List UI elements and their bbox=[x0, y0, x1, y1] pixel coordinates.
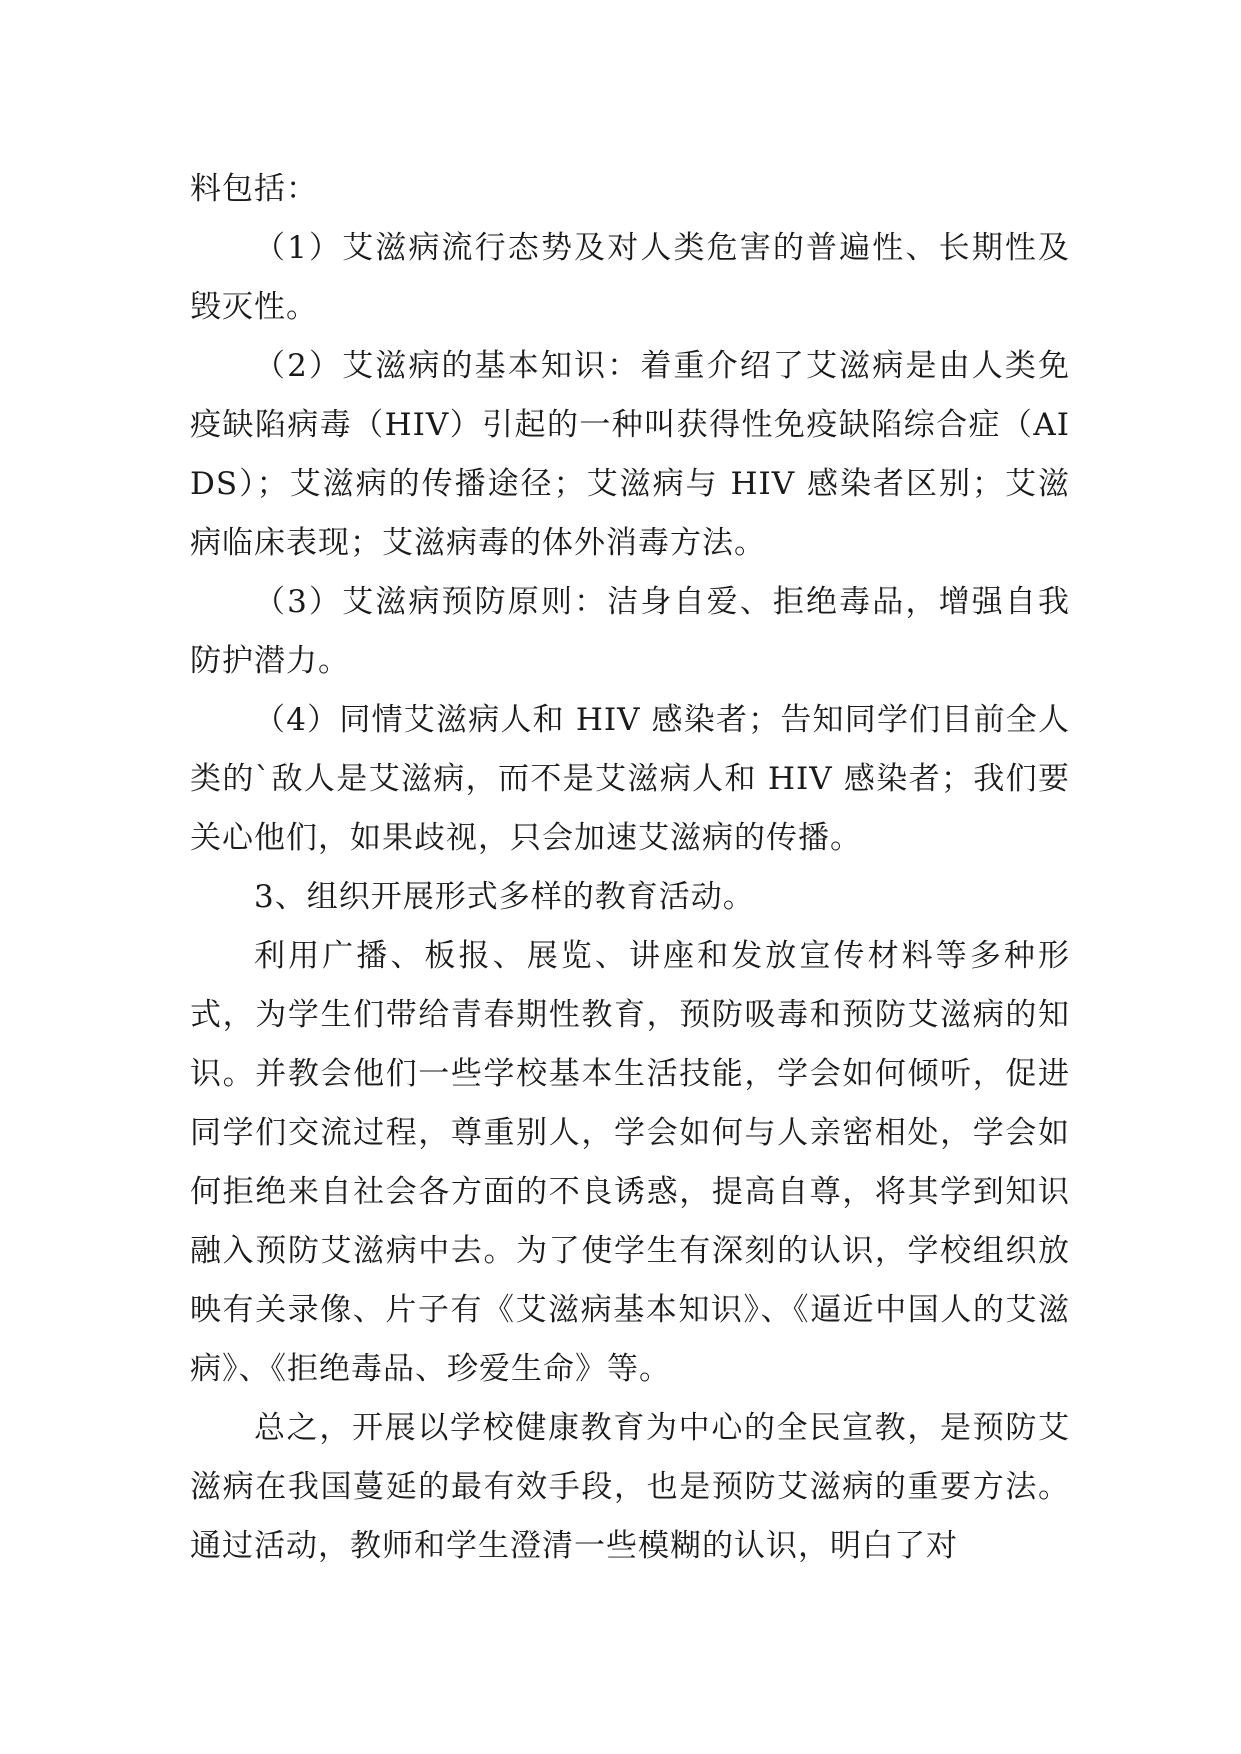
paragraph-item-1: （1）艾滋病流行态势及对人类危害的普遍性、长期性及毁灭性。 bbox=[190, 230, 1070, 325]
paragraph-item-4: （4）同情艾滋病人和 HIV 感染者；告知同学们目前全人类的`敌人是艾滋病，而不是艾滋病人和 HIV 感染者；我们要关心他们，如果歧视，只会加速艾滋病的传播。 bbox=[190, 702, 1070, 856]
paragraph-item-3: （3）艾滋病预防原则：洁身自爱、拒绝毒品，增强自我防护潜力。 bbox=[190, 584, 1070, 679]
paragraph-activities: 利用广播、板报、展览、讲座和发放宣传材料等多种形式，为学生们带给青春期性教育，预防吸毒和预防艾滋病的知识。并教会他们一些学校基本生活技能，学会如何倾听，促进同学们交流过程，尊重别人，学会如何与人亲密相处，学会如何拒绝来自社会各方面的不良诱惑，提高自尊，将其学到知识融入预防艾滋病中去。为了使学生有深刻的认识，学校组织放映有关录像、片子有《艾滋病基本知识》、《逼近中国人的艾滋病》、《拒绝毒品、珍爱生命》等。 bbox=[190, 938, 1070, 1387]
paragraph-item-2: （2）艾滋病的基本知识：着重介绍了艾滋病是由人类免疫缺陷病毒（HIV）引起的一种叫获得性免疫缺陷综合症（AIDS）；艾滋病的传播途径；艾滋病与 HIV 感染者区别；艾滋病临床表现；艾滋病毒的体外消毒方法。 bbox=[190, 348, 1070, 561]
document-body bbox=[190, 160, 1070, 1576]
paragraph-conclusion: 总之，开展以学校健康教育为中心的全民宣教，是预防艾滋病在我国蔓延的最有效手段，也是预防艾滋病的重要方法。通过活动，教师和学生澄清一些模糊的认识，明白了对 bbox=[190, 1410, 1070, 1564]
paragraph-materials-intro: 料包括： bbox=[190, 171, 318, 207]
paragraph-section-3-heading: 3、组织开展形式多样的教育活动。 bbox=[254, 879, 755, 915]
